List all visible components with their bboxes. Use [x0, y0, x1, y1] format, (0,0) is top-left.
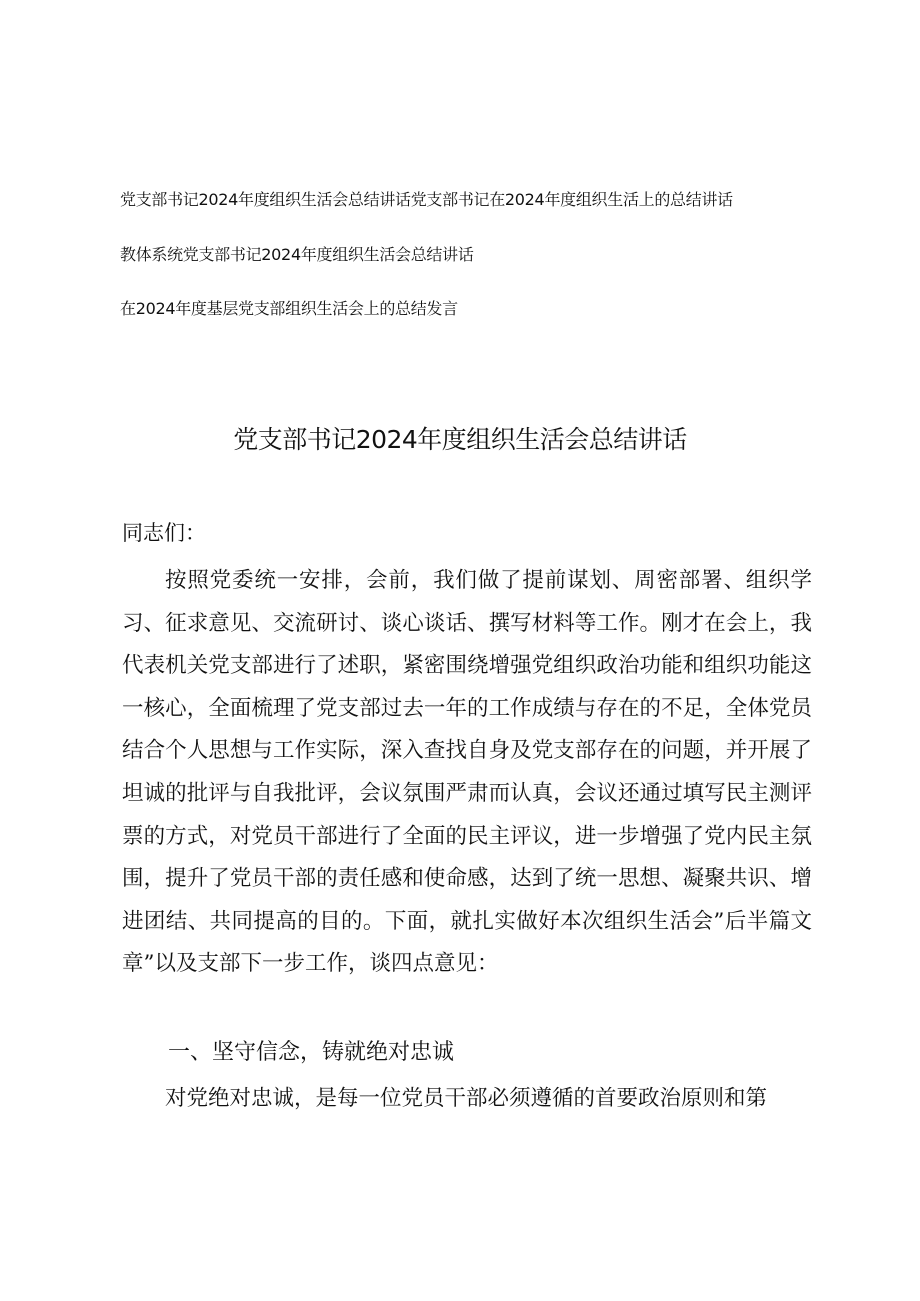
- salutation: 同志们：: [122, 521, 206, 545]
- section-heading: 一、坚守信念，铸就绝对忠诚: [168, 1040, 455, 1065]
- document-title: 党支部书记2024年度组织生活会总结讲话: [233, 425, 687, 454]
- body-paragraph: 按照党委统一安排，会前，我们做了提前谋划、周密部署、组织学习、征求意见、交流研讨、谈心谈话、撰写材料等工作。刚才在会上，我代表机关党支部进行了述职，紧密围绕增强党组织政治功能和组织功能这一核心，全面梳理了党支部过去一年的工作成绩与存在的不足，全体党员结合个人思想与工作实际，深入查找自身及党支部存在的问题，并开展了坦诚的批评与自我批评，会议氛围严肃而认真，会议还通过填写民主测评票的方式，对党员干部进行了全面的民主评议，进一步增强了党内民主氛围，提升了党员干部的责任感和使命感，达到了统一思想、凝聚共识、增进团结、共同提高的目的。下面，就扎实做好本次组织生活会”后半篇文章”以及支部下一步工作，谈四点意见：: [122, 568, 812, 977]
- section-paragraph: 对党绝对忠诚，是每一位党员干部必须遵循的首要政治原则和第: [165, 1086, 768, 1111]
- toc-item-1: 党支部书记2024年度组织生活会总结讲话党支部书记在2024年度组织生活上的总结讲话: [120, 190, 733, 209]
- toc-item-3: 在2024年度基层党支部组织生活会上的总结发言: [120, 299, 458, 318]
- toc-item-2: 教体系统党支部书记2024年度组织生活会总结讲话: [120, 245, 474, 264]
